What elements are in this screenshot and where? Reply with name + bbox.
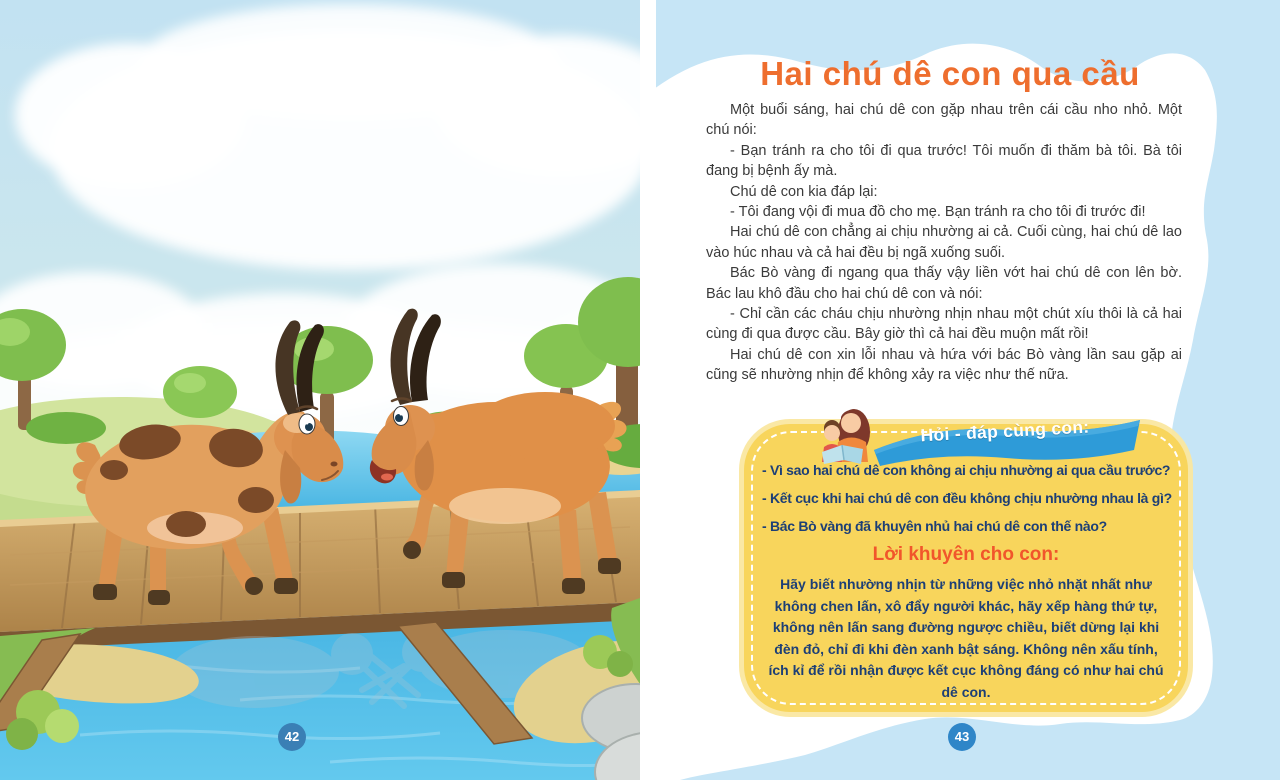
story-paragraph: Hai chú dê con xin lỗi nhau và hứa với bác Bò vàng lần sau gặp ai cũng sẽ nhường nhịn để không xảy ra việc như thế nữa. xyxy=(706,346,1182,384)
qa-ribbon-label: Hỏi - đáp cùng con: xyxy=(920,416,1090,446)
left-page-number-badge: 42 xyxy=(278,723,306,751)
qa-question: - Bác Bò vàng đã khuyên nhủ hai chú dê con thế nào? xyxy=(762,518,1107,534)
story-paragraph: - Chỉ cần các cháu chịu nhường nhịn nhau một chút xíu thôi là cả hai cùng đi qua được cầu. Bây giờ thì cả hai đều muộn mất rồi! xyxy=(706,306,1182,343)
story-paragraph: Hai chú dê con chẳng ai chịu nhường ai cả. Cuối cùng, hai chú dê lao vào húc nhau và cả hai đều bị ngã xuống suối. xyxy=(706,224,1182,261)
story-paragraph: Chú dê con kia đáp lại: xyxy=(730,183,878,200)
advice-text: Hãy biết nhường nhịn từ những việc nhỏ nhặt nhất như không chen lấn, xô đẩy người khác, hãy xếp hàng thứ tự, không nên lấn sang đường ngược chiều, biết dừng lại khi đèn đỏ, chỉ đi khi đèn xanh bật sáng. Không nên xấu tính, ích kỉ để rồi nhận được kết cục không đáng có như hai chú dê con. xyxy=(768,576,1164,700)
qa-question: - Kết cục khi hai chú dê con đều không chịu nhường nhau là gì? xyxy=(762,490,1172,506)
story-text xyxy=(706,100,1182,386)
story-paragraph: - Tôi đang vội đi mua đồ cho mẹ. Bạn tránh ra cho tôi đi trước đi! xyxy=(730,204,1146,221)
qa-questions xyxy=(762,456,1176,540)
story-paragraph: Bác Bò vàng đi ngang qua thấy vậy liền vớt hai chú dê con lên bờ. Bác lau khô đầu cho hai chú dê con và nói: xyxy=(706,265,1182,302)
story-paragraph: - Bạn tránh ra cho tôi đi qua trước! Tôi muốn đi thăm bà tôi. Bà tôi đang bị bệnh ấy mà. xyxy=(706,142,1182,180)
right-page-number-badge: 43 xyxy=(948,723,976,751)
qa-question: - Vì sao hai chú dê con không ai chịu nhường ai qua cầu trước? xyxy=(762,462,1171,478)
story-title: Hai chú dê con qua cầu xyxy=(760,55,1140,92)
advice-title: Lời khuyên cho con: xyxy=(872,544,1060,565)
story-paragraph: Một buổi sáng, hai chú dê con gặp nhau trên cái cầu nho nhỏ. Một chú nói: xyxy=(706,102,1182,139)
parent-child-reading-icon xyxy=(814,402,876,464)
